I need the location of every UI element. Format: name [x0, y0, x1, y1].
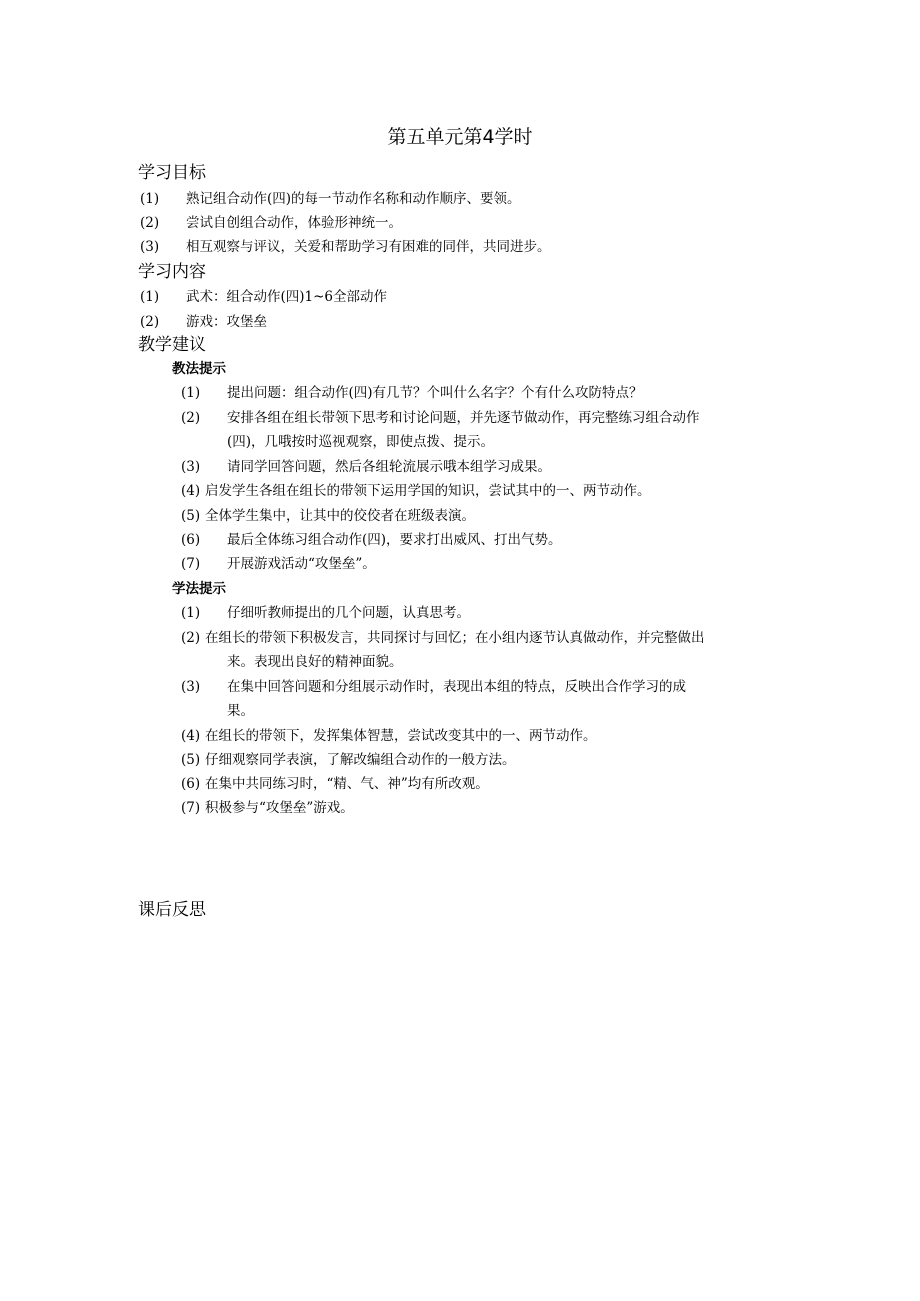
learning-item	[181, 629, 705, 647]
learning-item	[181, 727, 597, 745]
content-item-number: (2)	[140, 314, 160, 330]
learning-item-text: 仔细观察同学表演，了解改编组合动作的一般方法。	[205, 752, 516, 768]
teaching-item-number: (1)	[181, 385, 201, 401]
teaching-item	[181, 555, 376, 573]
learning-item	[181, 604, 470, 622]
teaching-item-number: (5)	[181, 508, 201, 524]
teaching-item-number: (3)	[181, 459, 201, 475]
goal-item	[140, 238, 551, 256]
teaching-item-text: 请同学回答问题，然后各组轮流展示哦本组学习成果。	[227, 459, 551, 475]
goal-item-text: 相互观察与评议，关爱和帮助学习有困难的同伴，共同进步。	[186, 239, 551, 255]
content-item-text: 武术：组合动作(四)1~6全部动作	[186, 289, 388, 305]
goal-item	[140, 190, 521, 208]
subsection-heading-learning: 学法提示	[172, 581, 226, 597]
page-title: 第五单元第4学时	[387, 126, 533, 148]
goal-item-number: (2)	[140, 215, 160, 231]
teaching-item-continuation: (四)，几哦按时巡视观察，即使点拨、提示。	[227, 434, 495, 450]
content-item	[140, 288, 387, 306]
goal-item	[140, 214, 402, 232]
content-item-text: 游戏：攻堡垒	[186, 314, 267, 330]
learning-item-text: 在集中共同练习时，“精、气、神”均有所改观。	[205, 776, 489, 792]
teaching-item	[181, 531, 562, 549]
teaching-item-text: 启发学生各组在组长的带领下运用学国的知识，尝试其中的一、两节动作。	[205, 483, 651, 499]
learning-item-number: (5)	[181, 752, 201, 768]
section-heading-reflection: 课后反思	[138, 900, 206, 920]
learning-item	[181, 678, 686, 696]
subsection-heading-teaching: 教法提示	[172, 361, 226, 377]
section-heading-goals: 学习目标	[138, 163, 206, 183]
learning-item-continuation: 来。表现出良好的精神面貌。	[227, 654, 403, 670]
learning-item-text: 仔细听教师提出的几个问题，认真思考。	[227, 605, 470, 621]
learning-item	[181, 775, 489, 793]
learning-item-number: (1)	[181, 605, 201, 621]
content-item-number: (1)	[140, 289, 160, 305]
teaching-item-text: 全体学生集中，让其中的佼佼者在班级表演。	[205, 508, 475, 524]
section-heading-suggestions: 教学建议	[138, 335, 206, 355]
teaching-item-text: 最后全体练习组合动作(四)，要求打出威风、打出气势。	[227, 532, 562, 548]
goal-item-number: (3)	[140, 239, 160, 255]
learning-item-text: 在组长的带领下，发挥集体智慧，尝试改变其中的一、两节动作。	[205, 728, 597, 744]
teaching-item-number: (2)	[181, 410, 201, 426]
teaching-item	[181, 482, 651, 500]
learning-item	[181, 799, 354, 817]
learning-item-text: 在集中回答问题和分组展示动作时，表现出本组的特点，反映出合作学习的成	[227, 679, 686, 695]
teaching-item-text: 提出问题：组合动作(四)有几节？个叫什么名字？个有什么攻防特点？	[227, 385, 643, 401]
goal-item-text: 尝试自创组合动作，体验形神统一。	[186, 215, 402, 231]
teaching-item-number: (7)	[181, 556, 201, 572]
section-heading-content: 学习内容	[138, 262, 206, 282]
teaching-item	[181, 458, 551, 476]
learning-item-number: (4)	[181, 728, 201, 744]
learning-item-continuation: 果。	[227, 703, 254, 719]
teaching-item	[181, 409, 700, 427]
teaching-item-number: (6)	[181, 532, 201, 548]
learning-item-text: 积极参与“攻堡垒”游戏。	[205, 800, 354, 816]
teaching-item-number: (4)	[181, 483, 201, 499]
teaching-item	[181, 384, 643, 402]
learning-item-number: (7)	[181, 800, 201, 816]
learning-item-text: 在组长的带领下积极发言，共同探讨与回忆；在小组内逐节认真做动作，并完整做出	[205, 630, 705, 646]
content-item	[140, 313, 267, 331]
learning-item-number: (2)	[181, 630, 201, 646]
teaching-item-text: 开展游戏活动“攻堡垒”。	[227, 556, 376, 572]
teaching-item	[181, 507, 475, 525]
goal-item-text: 熟记组合动作(四)的每一节动作名称和动作顺序、要领。	[186, 191, 521, 207]
learning-item-number: (3)	[181, 679, 201, 695]
goal-item-number: (1)	[140, 191, 160, 207]
learning-item-number: (6)	[181, 776, 201, 792]
teaching-item-text: 安排各组在组长带领下思考和讨论问题，并先逐节做动作，再完整练习组合动作	[227, 410, 700, 426]
learning-item	[181, 751, 516, 769]
